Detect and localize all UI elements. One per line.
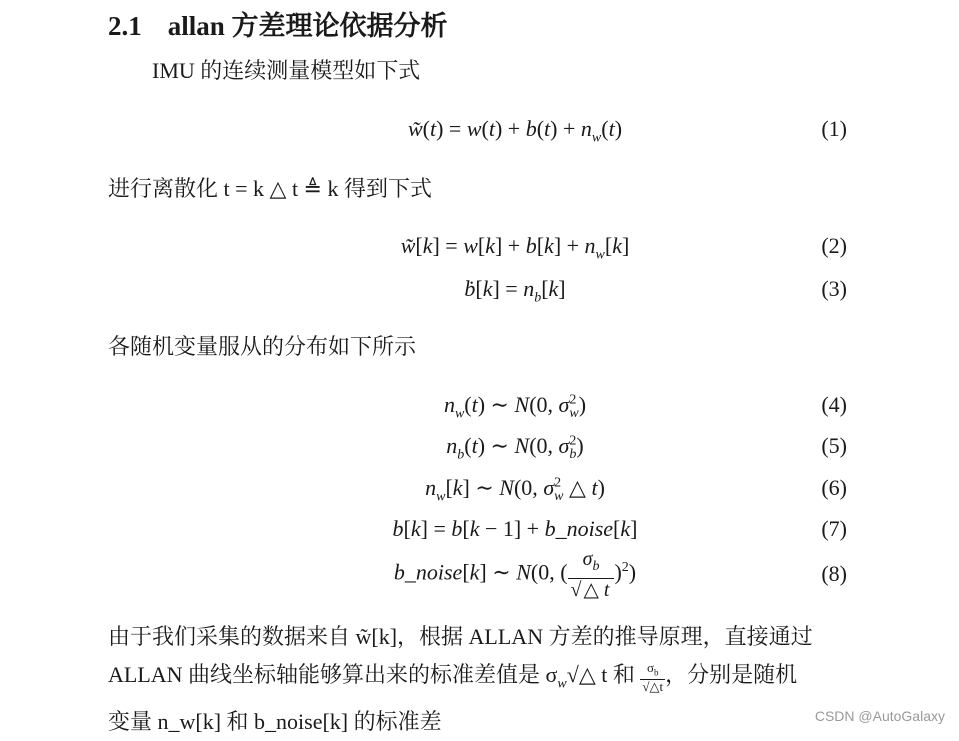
equation-2: w̃[k] = $w[k] + b[k] + n_w[k]$ [400,233,630,263]
equation-number-8: (8) [821,561,847,586]
fraction-sigma-b-over-sqrt-dt: $\frac{\sigma_b}{√ \triangle t}$ [568,548,615,601]
paragraph-continuous-model: IMU 的连续测量模型如下式 [152,58,421,83]
section-heading [108,4,448,43]
paragraph-discretization: 进行离散化 t = k △ t ≜ k 得到下式 [108,176,432,201]
equation-1: w̃(t) = $w(t) + b(t) + n_w(t)$ [407,116,623,146]
equation-7: b[k] = b[k − 1] + b_noise[k] [392,516,638,541]
conclusion-line-2: ALLAN 曲线坐标轴能够算出来的标准差值是 $\sigma_w√\triangle$ t 和 $\frac{\sigma_b}{√\triangle t}$ ，分别是随机 [108,659,798,695]
equation-number-7: (7) [821,516,847,541]
equation-number-2: (2) [821,233,847,258]
conclusion-line-3: 变量 n_w[k] 和 b_noise[k] 的标准差 [108,709,442,735]
section-title: allan 方差理论依据分析 [167,11,448,41]
conclusion-line-1: 由于我们采集的数据来自 w̃[k]，根据 ALLAN 方差的推导原理，直接通过 [108,624,813,649]
equation-number-5: (5) [821,433,847,458]
equation-number-6: (6) [821,475,847,500]
equation-number-1: (1) [821,116,847,141]
paragraph-distributions: 各随机变量服从的分布如下所示 [108,334,417,359]
equation-4: $n_w(t)$ ∼ N(0, $\sigma^2_w$) [443,392,587,422]
equation-3: ḃ[k] = $n_b[k]$ [464,276,566,306]
equation-number-3: (3) [821,276,847,301]
equation-6: $n_w[k]$ ∼ N(0, $\sigma^2_w$ △ t) [425,475,605,505]
fraction-sigma-b-small: $\frac{\sigma_b}{√\triangle t}$ [642,659,664,695]
equation-number-4: (4) [821,392,847,417]
equation-8: b_noise[k] ∼ N(0, ( $\frac{\sigma_b}{√ \triangle t}$ )$^2$) [393,548,637,601]
paragraph-conclusion [108,618,813,741]
equation-5: $n_b(t)$ ∼ N(0, $\sigma^2_b$) [446,433,584,463]
csdn-watermark: CSDN @AutoGalaxy [814,708,945,724]
section-number: 2.1 [108,11,142,41]
